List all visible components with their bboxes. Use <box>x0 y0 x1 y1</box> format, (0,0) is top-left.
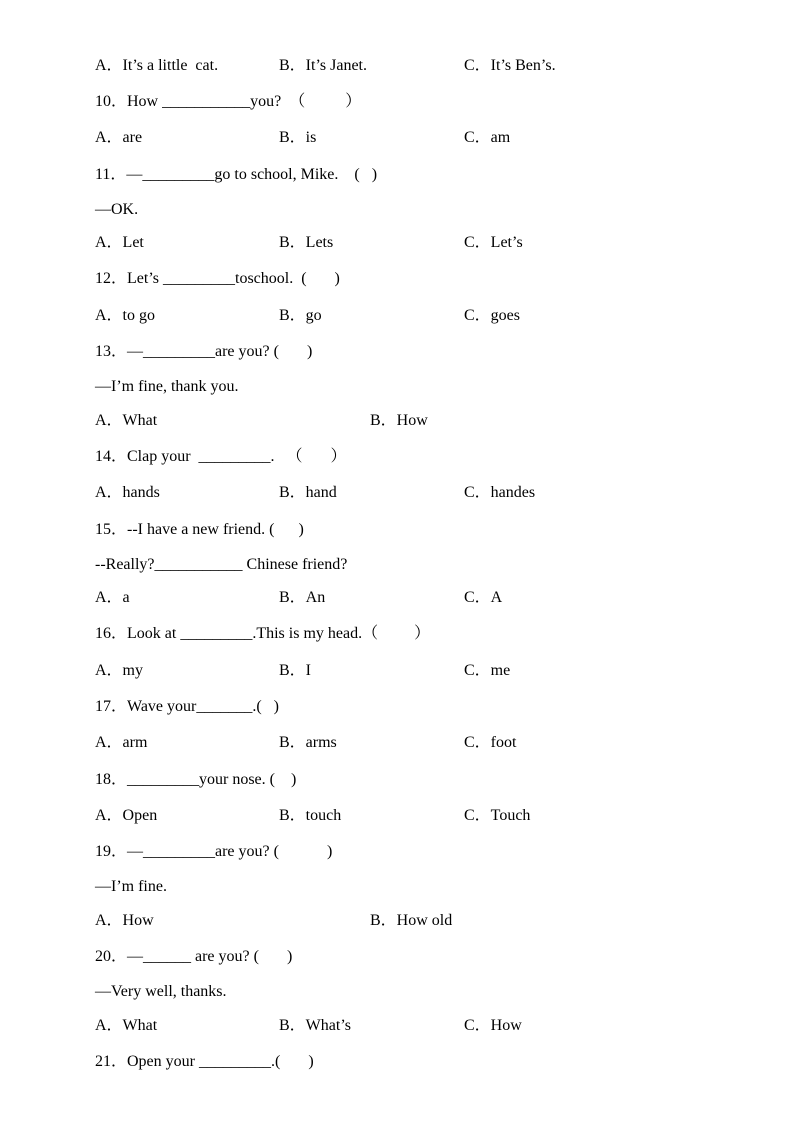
q18-option-c: C．Touch <box>464 807 531 824</box>
q20-option-b: B．What’s <box>279 1017 351 1034</box>
q19-question: 19．—_________are you? ( ) <box>95 843 333 860</box>
q9-option-a: A．It’s a little cat. <box>95 57 219 74</box>
q14-option-a: A．hands <box>95 484 160 501</box>
q12-option-a: A．to go <box>95 307 156 324</box>
q17-option-a: A．arm <box>95 734 148 751</box>
q17-option-c: C．foot <box>464 734 517 751</box>
q10-option-c: C．am <box>464 129 511 146</box>
q11-option-b: B．Lets <box>279 234 334 251</box>
q20-option-c: C．How <box>464 1017 522 1034</box>
q16-option-b: B．I <box>279 662 312 679</box>
q15-question: 15．--I have a new friend. ( ) <box>95 521 304 538</box>
q20-reply: —Very well, thanks. <box>95 983 227 1000</box>
q18-option-b: B．touch <box>279 807 342 824</box>
q17-option-b: B．arms <box>279 734 337 751</box>
q11-reply: —OK. <box>95 201 139 218</box>
q18-question: 18．_________your nose. ( ) <box>95 771 297 788</box>
q12-option-c: C．goes <box>464 307 521 324</box>
q18-option-a: A．Open <box>95 807 158 824</box>
q20-option-a: A．What <box>95 1017 158 1034</box>
q15-option-b: B．An <box>279 589 326 606</box>
q11-option-c: C．Let’s <box>464 234 523 251</box>
q13-option-b: B．How <box>370 412 428 429</box>
q13-option-a: A．What <box>95 412 158 429</box>
q16-question: 16．Look at _________.This is my head.（ ） <box>95 625 431 642</box>
q17-question: 17．Wave your_______.( ) <box>95 698 280 715</box>
q12-option-b: B．go <box>279 307 322 324</box>
q13-question: 13．—_________are you? ( ) <box>95 343 313 360</box>
q14-question: 14．Clap your _________. （ ） <box>95 448 347 465</box>
q20-question: 20．—______ are you? ( ) <box>95 948 293 965</box>
q10-question: 10．How ___________you? （ ） <box>95 93 362 110</box>
q10-option-a: A．are <box>95 129 143 146</box>
q14-option-c: C．handes <box>464 484 536 501</box>
q19-reply: —I’m fine. <box>95 878 167 895</box>
q11-option-a: A．Let <box>95 234 144 251</box>
q16-option-c: C．me <box>464 662 511 679</box>
q9-option-b: B．It’s Janet. <box>279 57 367 74</box>
q14-option-b: B．hand <box>279 484 337 501</box>
q15-reply: --Really?___________ Chinese friend? <box>95 556 348 573</box>
q19-option-b: B．How old <box>370 912 453 929</box>
q19-option-a: A．How <box>95 912 154 929</box>
q13-reply: —I’m fine, thank you. <box>95 378 239 395</box>
q21-question: 21．Open your _________.( ) <box>95 1053 314 1070</box>
q11-question: 11．—_________go to school, Mike. ( ) <box>95 166 378 183</box>
q10-option-b: B．is <box>279 129 317 146</box>
q9-option-c: C．It’s Ben’s. <box>464 57 556 74</box>
q15-option-a: A．a <box>95 589 130 606</box>
q16-option-a: A．my <box>95 662 144 679</box>
q15-option-c: C．A <box>464 589 503 606</box>
q12-question: 12．Let’s _________toschool. ( ) <box>95 270 340 287</box>
